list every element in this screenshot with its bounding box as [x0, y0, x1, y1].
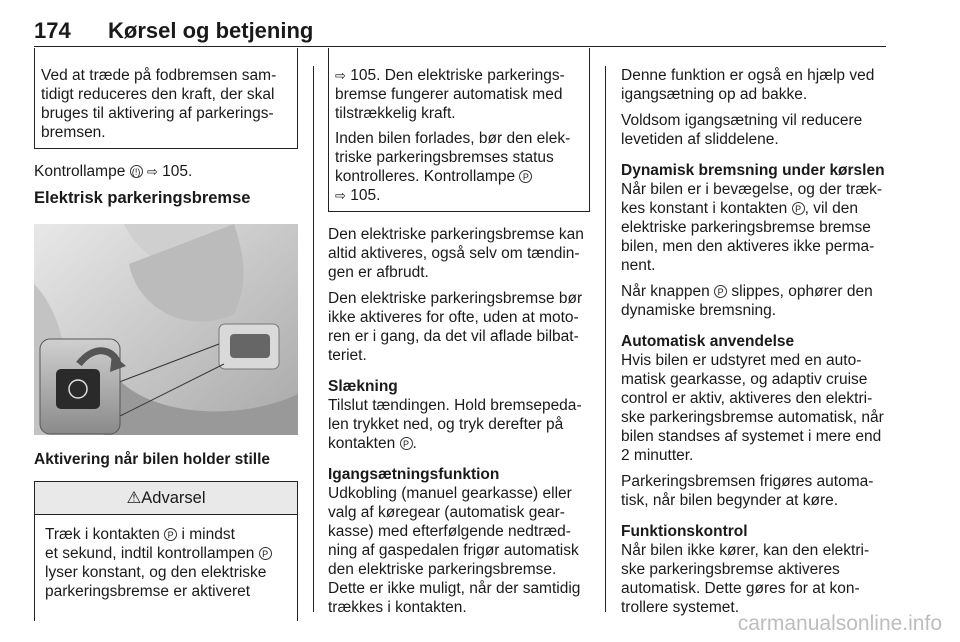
parking-brake-switch-icon: P [714, 285, 727, 298]
note-box [328, 48, 590, 212]
paragraph: Den elektriske parkeringsbremse kan altid aktiveres, også selv om tændingen er afbrudt. [328, 226, 584, 281]
console-photo [34, 224, 298, 435]
reference-arrow-icon: ⇨ [146, 164, 158, 179]
warning-line: Træk i kontakten P i mindst [45, 526, 235, 543]
paragraph: Når bilen er i bevægelse, og der trækkes konstant i kontakten P , vil den elektriske parkeringsbremse bremse bilen, men den aktiveres ikke permanent. [621, 181, 883, 274]
parking-brake-switch-icon: P [164, 528, 177, 541]
paragraph: Denne funktion er også en hjælp ved igangsætning op ad bakke. [621, 67, 875, 103]
kontrollampe-line: Kontrollampe (!) ⇨ 105. [34, 163, 193, 180]
paragraph: Voldsom igangsætning vil reducere levetiden af sliddelene. [621, 112, 863, 148]
column-1 [34, 48, 298, 208]
subheading: Aktivering når bilen holder stille [34, 451, 270, 468]
section-heading: Funktionskontrol [621, 523, 748, 540]
column-2 [328, 48, 590, 624]
reference-arrow-icon: ⇨ [335, 188, 346, 203]
note-text: ⇨ 105. Den elektriske parkeringsbremse fungerer automatisk med tilstrækkelig kraft. [335, 67, 565, 122]
paragraph: Når bilen ikke kører, kan den elektriske parkeringsbremse aktiveres automatisk. Dette gøres for at kontrollere systemet. [621, 542, 870, 616]
note-text: Ved at træde på fodbremsen samtidigt reduceres den kraft, der skal bruges til aktivering af parkeringsbremsen. [41, 67, 277, 141]
parking-brake-switch-icon: P [400, 437, 413, 450]
paragraph: Når knappen P slippes, ophører den dynamiske bremsning. [621, 283, 873, 319]
reference-arrow-icon: ⇨ [335, 68, 346, 83]
parking-brake-switch-icon: P [792, 202, 805, 215]
section-heading: Dynamisk bremsning under kørslen [621, 162, 885, 179]
column-divider [313, 66, 314, 612]
paragraph: Hvis bilen er udstyret med en automatisk gearkasse, og adaptiv cruise control er aktiv, aktiveres den elektriske parkeringsbremse automatisk, når bilen standses af systemet i mere end 2 minutter. [621, 352, 884, 464]
parking-brake-lamp-icon: (!) [130, 165, 143, 178]
note-text: Inden bilen forlades, bør den elektriske parkeringsbremses status kontrolleres. Kontrollampe P ⇨ 105. [335, 130, 571, 204]
note-box [34, 48, 298, 149]
paragraph: Den elektriske parkeringsbremse bør ikke aktiveres for ofte, uden at motoren er i gang, da det vil aflade bilbatteriet. [328, 290, 583, 364]
parking-brake-illustration [34, 224, 298, 435]
section-heading: Elektrisk parkeringsbremse [34, 189, 251, 207]
warning-header [34, 481, 298, 515]
watermark: carmanualsonline.info [737, 612, 942, 635]
warning-body [34, 515, 298, 621]
page-number: 174 [34, 18, 71, 43]
paragraph: Parkeringsbremsen frigøres automatisk, når bilen begynder at køre. [621, 473, 874, 509]
paragraph: Tilslut tændingen. Hold bremsepedalen trykket ned, og tryk derefter på kontakten P . [328, 397, 582, 452]
warning-line: lyser konstant, og den elektriske [45, 564, 267, 581]
column-3 [621, 66, 887, 624]
section-heading: Automatisk anvendelse [621, 333, 795, 350]
column-1-lower [34, 450, 298, 621]
section-heading: Slækning [328, 378, 398, 395]
column-divider [605, 66, 606, 612]
warning-title: Advarsel [141, 488, 206, 507]
warning-line: et sekund, indtil kontrollampen P [45, 544, 287, 563]
warning-icon: ⚠ [126, 489, 142, 507]
parking-brake-lamp-icon: P [259, 547, 272, 560]
warning-line: parkeringsbremse er aktiveret [45, 583, 251, 600]
parking-brake-lamp-icon: P [519, 170, 532, 183]
page-title: Kørsel og betjening [108, 18, 314, 43]
page-header [34, 10, 886, 47]
paragraph: Udkobling (manuel gearkasse) eller valg af køregear (automatisk gearkasse) med efterfølgende nedtrædning af gaspedalen frigør automatisk den elektriske parkeringsbremse. Dette er ikke muligt, når der samtidig trækkes i kontakten. [328, 485, 581, 616]
section-heading: Igangsætningsfunktion [328, 466, 500, 483]
